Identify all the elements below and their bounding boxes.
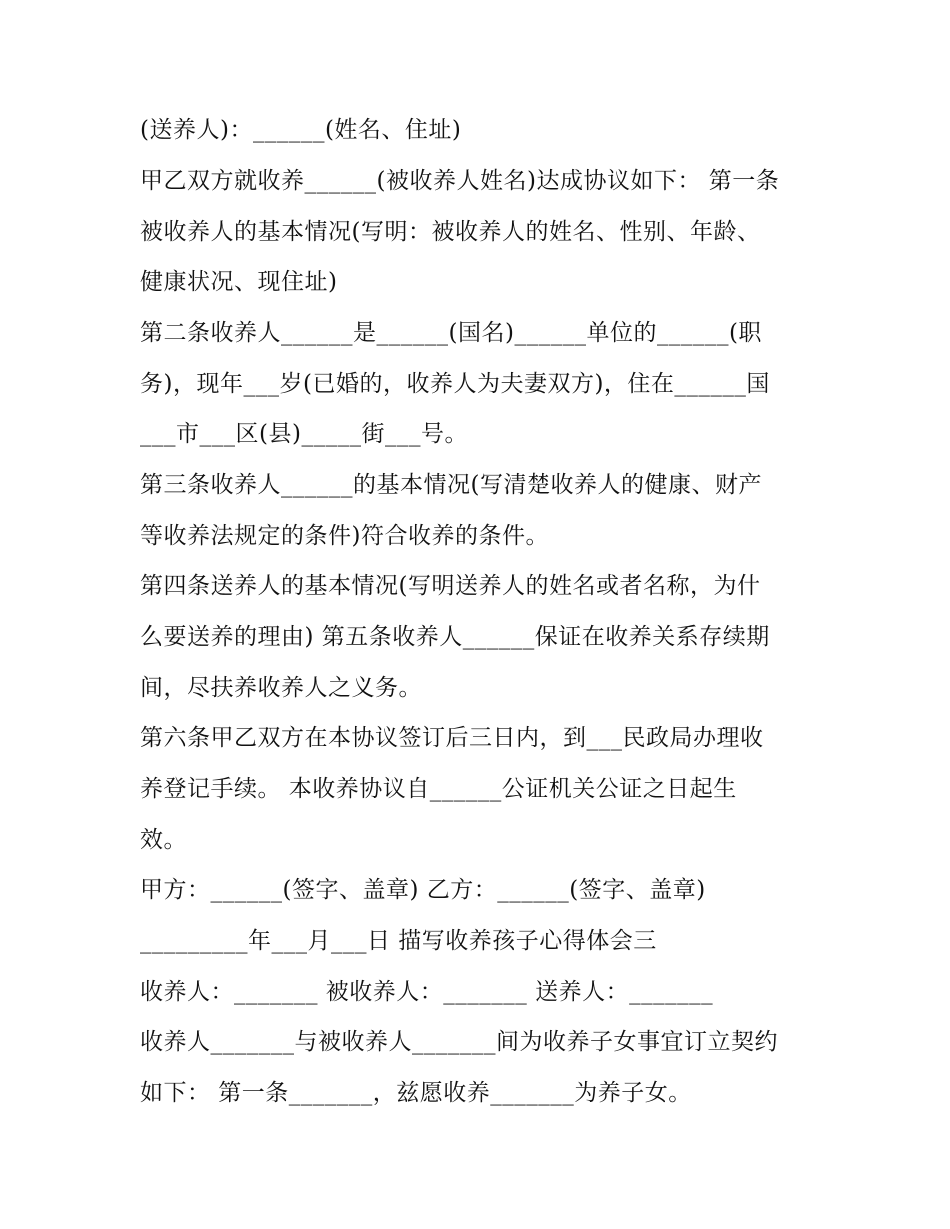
text-line: 第二条收养人______是______(国名)______单位的______(职 (140, 320, 762, 346)
text-line: 等收养法规定的条件)符合收养的条件。 (140, 523, 549, 549)
text-line: 效。 (140, 827, 187, 853)
text-line: _________年___月___日 描写收养孩子心得体会三 (140, 928, 657, 954)
text-line: 间，尽扶养收养人之义务。 (140, 675, 422, 701)
text-line: 第六条甲乙双方在本协议签订后三日内，到___民政局办理收 (140, 725, 764, 751)
text-line: 务)，现年___岁(已婚的，收养人为夫妻双方)，住在______国 (140, 371, 770, 397)
text-line: 收养人_______与被收养人_______间为收养子女事宜订立契约 (140, 1029, 778, 1055)
text-line: 甲乙双方就收养______(被收养人姓名)达成协议如下： 第一条 (140, 168, 780, 194)
text-line: 健康状况、现住址) (140, 269, 338, 295)
text-line: ___市___区(县)_____街___号。 (140, 421, 468, 447)
text-line: (送养人)：______(姓名、住址) (140, 117, 462, 143)
text-line: 么要送养的理由) 第五条收养人______保证在收养关系存续期 (140, 624, 770, 650)
text-line: 第三条收养人______的基本情况(写清楚收养人的健康、财产 (140, 472, 762, 498)
text-line: 甲方：______(签字、盖章) 乙方：______(签字、盖章) (140, 877, 706, 903)
text-line: 第四条送养人的基本情况(写明送养人的姓名或者名称，为什 (140, 573, 761, 599)
text-line: 如下： 第一条_______，兹愿收养_______为养子女。 (140, 1080, 692, 1106)
text-line: 收养人：_______ 被收养人：_______ 送养人：_______ (140, 979, 714, 1005)
text-line: 养登记手续。 本收养协议自______公证机关公证之日起生 (140, 776, 737, 802)
text-line: 被收养人的基本情况(写明：被收养人的姓名、性别、年龄、 (140, 219, 761, 245)
